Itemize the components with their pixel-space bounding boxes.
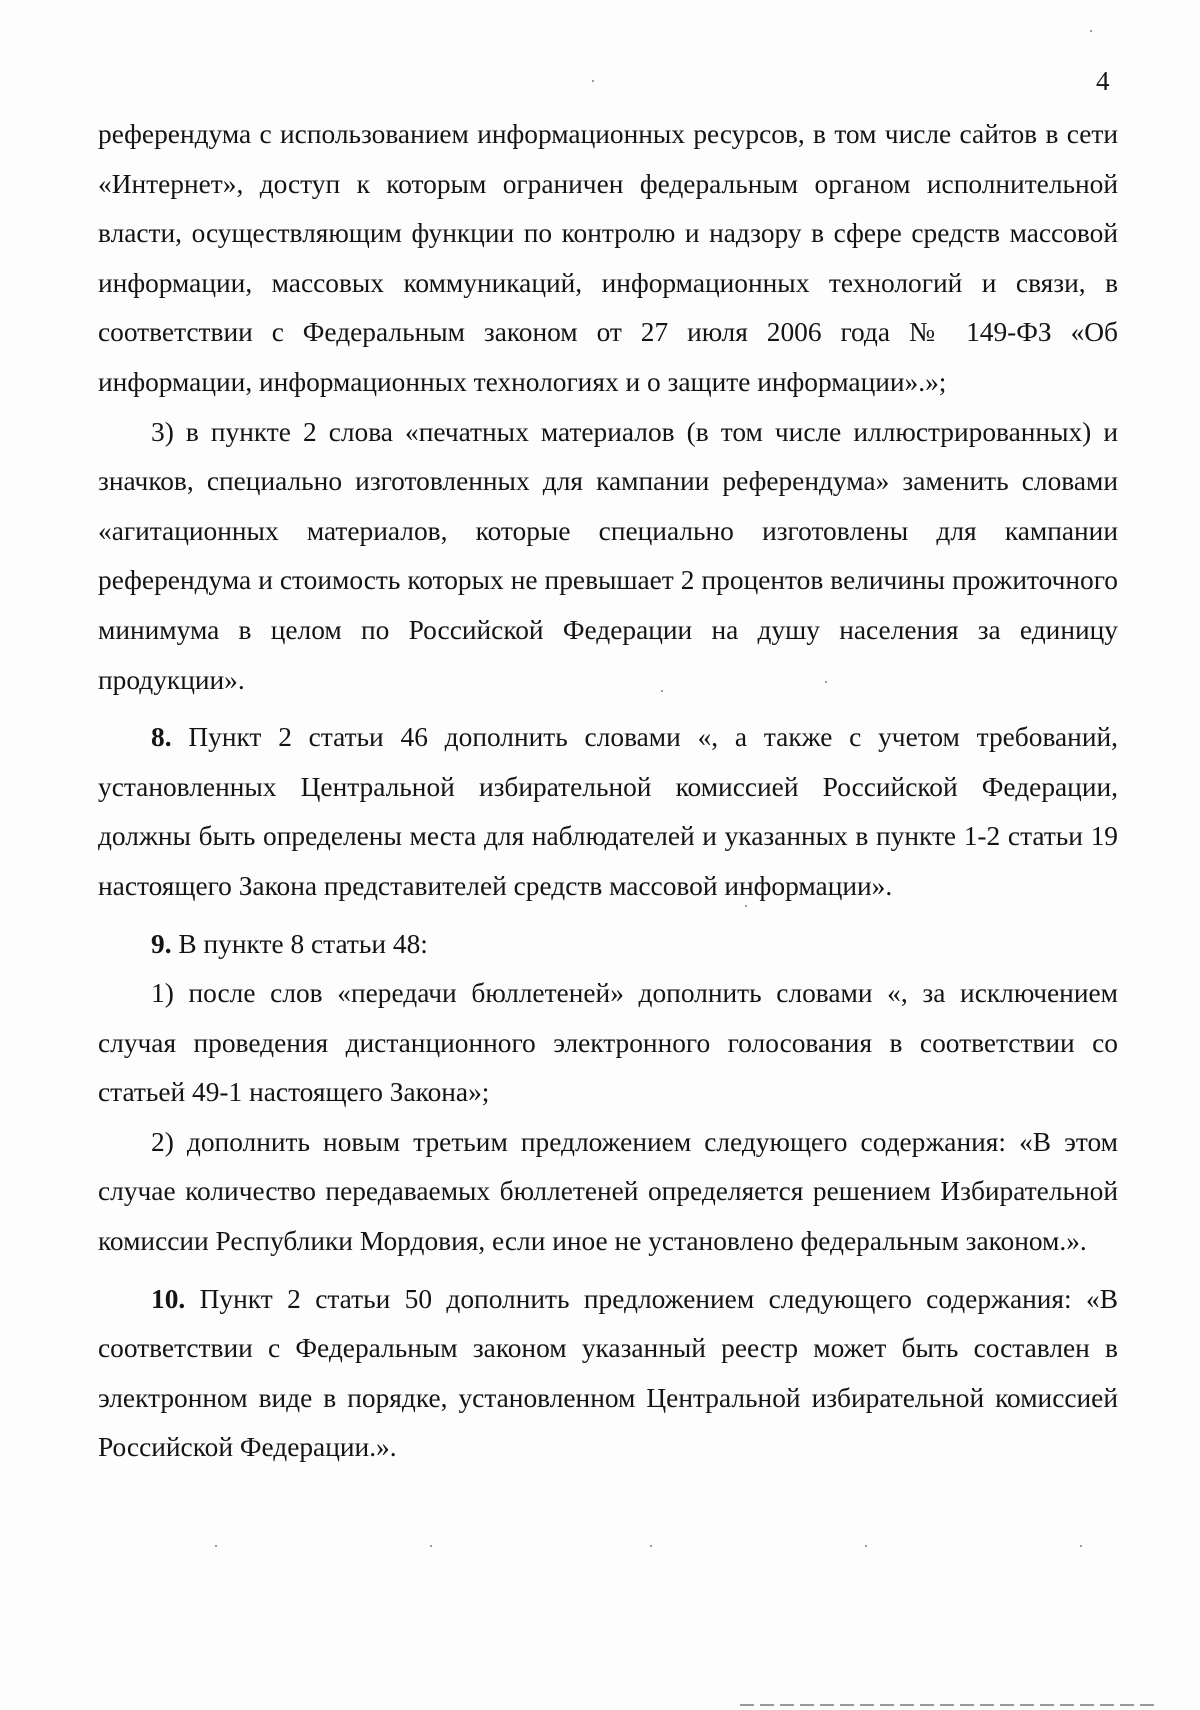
paragraph-subitem-2	[98, 1118, 1118, 1267]
scan-speck	[650, 1545, 652, 1547]
paragraph-subitem-1	[98, 969, 1118, 1118]
paragraph-text: 3) в пункте 2 слова «печатных материалов (в том числе иллюстрированных) и значков, специально изготовленных для кампании референдума» заменить словами «агитационных материалов, которые специально изготовлены для кампании референдума и стоимость которых не превышает 2 процентов величины прожиточного минимума в целом по Российской Федерации на душу населения за единицу продукции».	[98, 416, 1118, 695]
scan-speck	[661, 690, 663, 692]
paragraph-text: В пункте 8 статьи 48:	[178, 928, 428, 959]
paragraph-text: 2) дополнить новым третьим предложением следующего содержания: «В этом случае количество передаваемых бюллетеней определяется решением Избирательной комиссии Республики Мордовия, если иное не установлено федеральным законом.».	[98, 1126, 1118, 1257]
scan-speck	[825, 681, 827, 683]
document-body	[98, 110, 1118, 1473]
paragraph-text: 1) после слов «передачи бюллетеней» дополнить словами «, за исключением случая проведения дистанционного электронного голосования в соответствии со статьей 49-1 настоящего Закона»;	[98, 978, 1118, 1108]
scan-speck	[215, 1545, 217, 1547]
scan-speck	[745, 905, 747, 907]
item-number: 9.	[151, 928, 172, 959]
scan-speck	[592, 80, 594, 82]
paragraph-item-10	[98, 1275, 1118, 1473]
paragraph-continuation	[98, 110, 1118, 408]
paragraph-text: референдума с использованием информационных ресурсов, в том числе сайтов в сети «Интернет», доступ к которым ограничен федеральным органом исполнительной власти, осуществляющим функции по контролю и надзору в сфере средств массовой информации, массовых коммуникаций, информационных технологий и связи, в соответствии с Федеральным законом от 27 июля 2006 года № 149-ФЗ «Об информации, информационных технологиях и о защите информации».»;	[98, 119, 1118, 397]
paragraph-item-8	[98, 713, 1118, 911]
scan-speck	[430, 1545, 432, 1547]
item-number: 10.	[151, 1283, 186, 1314]
item-number: 8.	[151, 722, 172, 753]
scan-speck	[1090, 30, 1092, 32]
paragraph-subitem-3	[98, 408, 1118, 706]
page-number: 4	[1096, 66, 1110, 96]
paragraph-item-9	[98, 920, 1118, 970]
paragraph-text: Пункт 2 статьи 46 дополнить словами «, а также с учетом требований, установленных Центральной избирательной комиссией Российской Федерации, должны быть определены места для наблюдателей и указанных в пункте 1-2 статьи 19 настоящего Закона представителей средств массовой информации».	[98, 722, 1118, 901]
scan-edge-line	[740, 1704, 1160, 1706]
scan-speck	[865, 1545, 867, 1547]
scan-speck	[1080, 1545, 1082, 1547]
paragraph-text: Пункт 2 статьи 50 дополнить предложением следующего содержания: «В соответствии с Федеральным законом указанный реестр может быть составлен в электронном виде в порядке, установленном Центральной избирательной комиссией Российской Федерации.».	[98, 1283, 1118, 1463]
